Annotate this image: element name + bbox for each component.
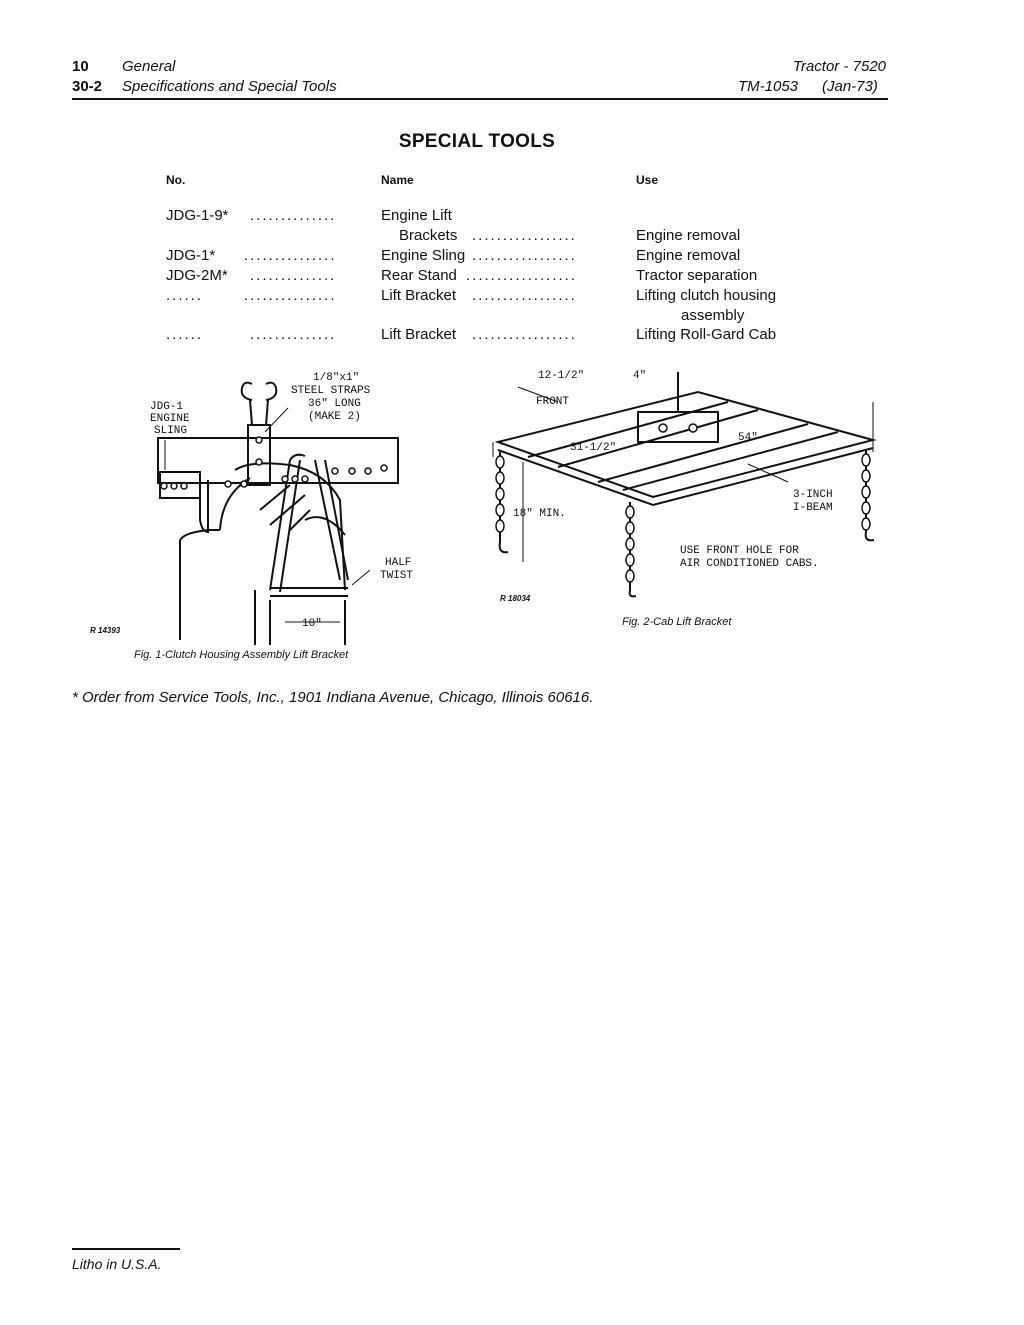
product-name: Tractor - 7520: [792, 58, 886, 75]
figure-2-caption: Fig. 2-Cab Lift Bracket: [622, 616, 732, 628]
straps-label-line: (MAKE 2): [308, 411, 361, 423]
tool-name: Lift Bracket: [381, 326, 457, 343]
leader-dots: ...............: [244, 287, 337, 304]
column-no: No.: [166, 173, 186, 187]
sling-label-line: SLING: [154, 425, 188, 437]
straps-label-line: 36" LONG: [308, 398, 361, 410]
leader-dots: ..................: [466, 267, 578, 284]
tool-number: JDG-1-9*: [166, 207, 229, 224]
section-number: 10: [72, 58, 89, 75]
tool-use: Engine removal: [636, 247, 741, 264]
manual-number: TM-1053: [738, 78, 799, 95]
footnote: * Order from Service Tools, Inc., 1901 Indiana Avenue, Chicago, Illinois 60616.: [72, 689, 594, 706]
tool-number: ......: [166, 287, 204, 304]
height-label: 18" MIN.: [513, 508, 566, 520]
footer-rule: [72, 1248, 180, 1250]
tool-use: Engine removal: [636, 227, 741, 244]
manual-date: (Jan-73): [822, 78, 878, 95]
tool-use: Tractor separation: [636, 267, 758, 284]
tool-name: Engine Lift: [381, 207, 452, 224]
sling-label-line: JDG-1: [150, 401, 184, 413]
dimension-label: 12-1/2": [538, 370, 585, 382]
leader-dots: .................: [472, 247, 577, 264]
tool-use: Lifting Roll-Gard Cab: [636, 326, 777, 343]
width-dimension-label: 10": [302, 618, 322, 630]
group-title: Specifications and Special Tools: [122, 78, 337, 95]
tool-name: Rear Stand: [381, 267, 457, 284]
footer-text: Litho in U.S.A.: [72, 1256, 162, 1272]
clutch-housing-lift-bracket-drawing: [140, 360, 440, 650]
tool-number: ......: [166, 326, 204, 343]
sling-label-line: ENGINE: [150, 413, 190, 425]
leader-dots: ..............: [250, 326, 337, 343]
straps-label-line: STEEL STRAPS: [291, 385, 371, 397]
note-label-line: AIR CONDITIONED CABS.: [680, 558, 819, 570]
tool-name: Engine Sling: [381, 247, 466, 264]
figure-1-caption: Fig. 1-Clutch Housing Assembly Lift Bracket: [134, 649, 349, 661]
tool-use: assembly: [681, 307, 745, 324]
column-use: Use: [636, 173, 659, 187]
column-name: Name: [381, 173, 414, 187]
tool-name: Lift Bracket: [381, 287, 457, 304]
front-label: FRONT: [536, 396, 570, 408]
dimension-label: 4": [633, 370, 647, 382]
group-number: 30-2: [72, 78, 103, 95]
header-rule: [72, 98, 888, 100]
dimension-label: 54": [738, 432, 758, 444]
twist-label-line: HALF: [385, 557, 412, 569]
dimension-label: 31-1/2": [570, 442, 617, 454]
leader-dots: .................: [472, 287, 577, 304]
tool-use: Lifting clutch housing: [636, 287, 777, 304]
twist-label-line: TWIST: [380, 570, 414, 582]
tool-name: Brackets: [399, 227, 458, 244]
leader-dots: ...............: [244, 247, 337, 264]
straps-label-line: 1/8"x1": [313, 372, 360, 384]
leader-dots: .................: [472, 227, 577, 244]
cab-lift-bracket-drawing: [488, 362, 898, 602]
note-label-line: USE FRONT HOLE FOR: [680, 545, 799, 557]
figure-1-ref: R 14393: [90, 626, 121, 635]
beam-label-line: 3-INCH: [793, 489, 833, 501]
section-title: General: [122, 58, 176, 75]
beam-label-line: I-BEAM: [793, 502, 833, 514]
leader-dots: .................: [472, 326, 577, 343]
page-title: SPECIAL TOOLS: [398, 131, 556, 152]
leader-dots: ..............: [250, 267, 337, 284]
tool-number: JDG-2M*: [166, 267, 228, 284]
tool-number: JDG-1*: [166, 247, 216, 264]
figure-2-ref: R 18034: [500, 594, 531, 603]
leader-dots: ..............: [250, 207, 337, 224]
